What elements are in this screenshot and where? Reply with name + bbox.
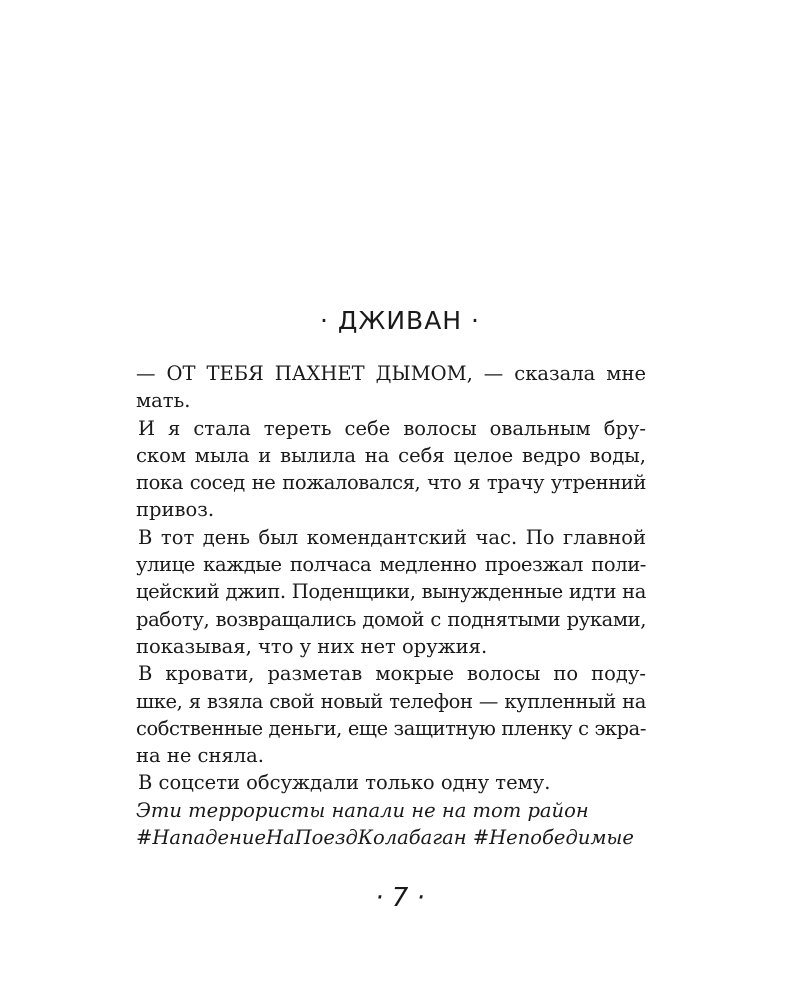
text-line: на не сняла. — [136, 744, 264, 768]
text-line: улице каждые полчаса медленно проезжал поли- — [136, 553, 646, 577]
page-number: · 7 · — [375, 883, 425, 913]
text-line: шке, я взяла свой новый телефон — купленный на — [136, 689, 646, 713]
text-line: В соцсети обсуждали только одну тему. — [138, 771, 551, 795]
paragraph — [136, 660, 646, 769]
text-line: И я стала тереть себе волосы овальным бру- — [138, 416, 646, 440]
paragraph — [136, 415, 646, 524]
text-line: ском мыла и вылила на себя целое ведро воды, — [136, 443, 646, 467]
paragraph — [136, 360, 646, 415]
text-line: собственные деньги, еще защитную пленку с экра- — [136, 716, 646, 740]
paragraph — [136, 769, 646, 796]
paragraph — [136, 524, 646, 660]
body-text — [136, 360, 646, 851]
chapter-title: · ДЖИВАН · — [320, 306, 480, 335]
text-line: В кровати, разметав мокрые волосы по поду- — [138, 662, 646, 686]
text-line: цейский джип. Поденщики, вынужденные идти на — [136, 580, 646, 604]
social-post — [136, 797, 646, 852]
text-line: показывая, что у них нет оружия. — [136, 634, 488, 658]
text-line: работу, возвращались домой с поднятыми руками, — [136, 607, 646, 631]
text-line: В тот день был комендантский час. По главной — [138, 525, 646, 549]
text-line: пока сосед не пожаловался, что я трачу утренний — [136, 471, 646, 495]
post-text: Эти террористы напали не на тот район — [136, 798, 589, 822]
post-hashtags: #НападениеНаПоездКолабаган #Непобедимые — [136, 826, 634, 850]
text-line: мать. — [136, 389, 191, 413]
text-line: — ОТ ТЕБЯ ПАХНЕТ ДЫМОМ, — сказала мне — [136, 362, 646, 385]
text-line: привоз. — [136, 498, 215, 522]
